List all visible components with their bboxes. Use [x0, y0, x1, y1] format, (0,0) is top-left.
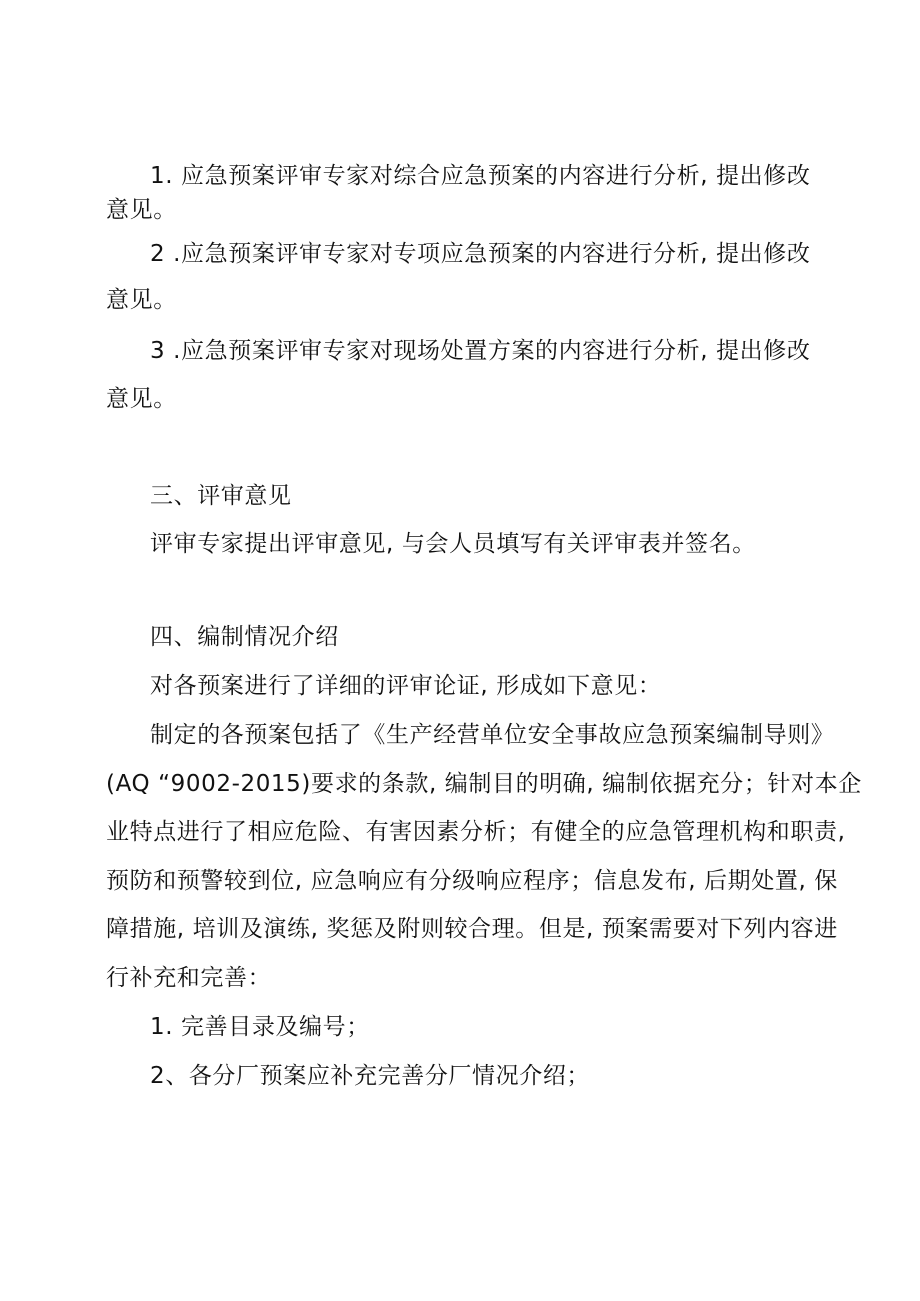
- section-4-heading: 四、编制情况介绍: [150, 624, 339, 650]
- item-2-line-2: 意见。: [106, 287, 177, 313]
- item-3-line-1: 3 .应急预案评审专家对现场处置方案的内容进行分析, 提出修改: [150, 338, 811, 364]
- item-2-line-1: 2 .应急预案评审专家对专项应急预案的内容进行分析, 提出修改: [150, 241, 811, 267]
- section-4-list-item-1: 1. 完善目录及编号；: [150, 1014, 370, 1040]
- section-4-list-item-2: 2、各分厂预案应补充完善分厂情况介绍；: [150, 1063, 591, 1089]
- section-4-para-line-2: (AQ “9002-2015)要求的条款, 编制目的明确, 编制依据充分；针对本企: [106, 771, 862, 797]
- section-4-para-line-6: 行补充和完善：: [106, 965, 272, 991]
- item-1-line-1: 1. 应急预案评审专家对综合应急预案的内容进行分析, 提出修改: [150, 163, 811, 189]
- section-3-heading: 三、评审意见: [150, 483, 292, 509]
- section-4-para-line-3: 业特点进行了相应危险、有害因素分析；有健全的应急管理机构和职责,: [106, 819, 846, 845]
- section-3-text: 评审专家提出评审意见, 与会人员填写有关评审表并签名。: [150, 531, 756, 557]
- section-4-para-line-4: 预防和预警较到位, 应急响应有分级响应程序；信息发布, 后期处置, 保: [106, 868, 838, 894]
- section-4-para-line-5: 障措施, 培训及演练, 奖惩及附则较合理。但是, 预案需要对下列内容进: [106, 916, 838, 942]
- item-1-line-2: 意见。: [106, 197, 177, 223]
- section-4-intro: 对各预案进行了详细的评审论证, 形成如下意见：: [150, 673, 662, 699]
- section-4-para-line-1: 制定的各预案包括了《生产经营单位安全事故应急预案编制导则》: [150, 722, 835, 748]
- item-3-line-2: 意见。: [106, 386, 177, 412]
